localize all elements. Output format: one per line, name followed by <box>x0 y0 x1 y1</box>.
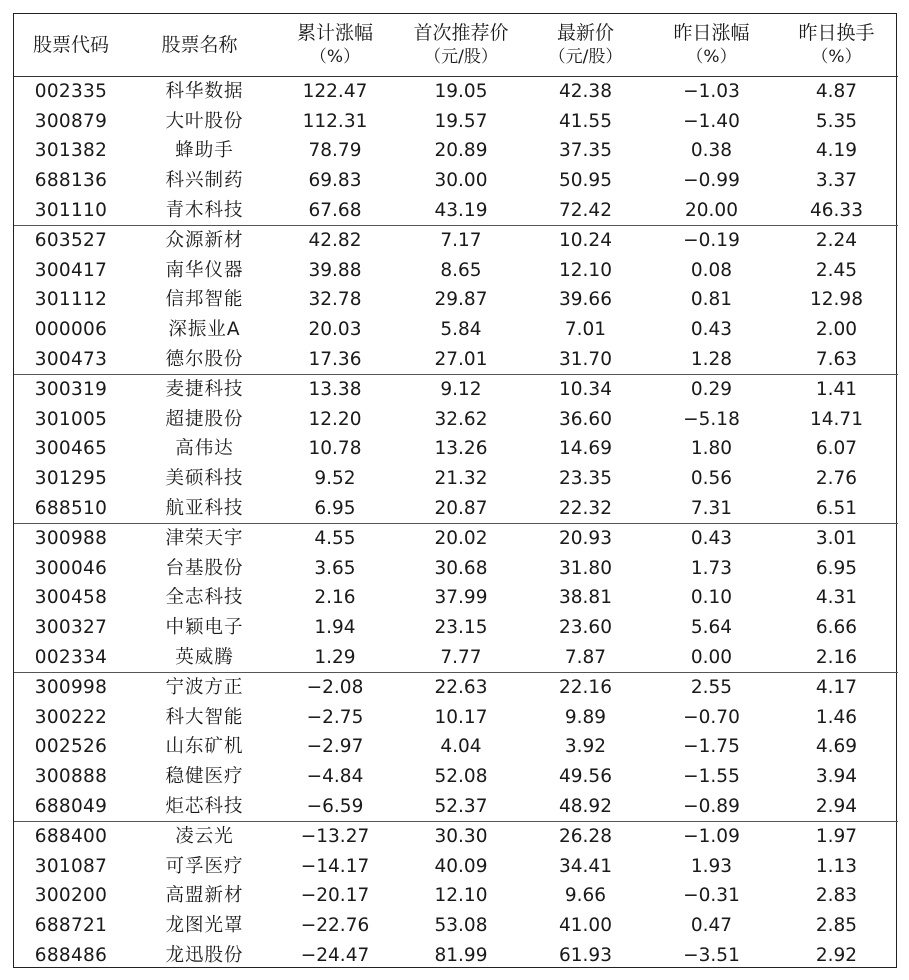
cell-yesterday-gain: 0.29 <box>690 379 733 401</box>
cell-code: 300319 <box>34 379 108 401</box>
cell-turnover: 4.31 <box>815 587 858 609</box>
cell-name: 英威腾 <box>128 642 271 672</box>
cell-first-price: 10.17 <box>434 706 488 728</box>
cell-code: 300988 <box>34 528 108 550</box>
cell-turnover: 1.97 <box>815 826 858 848</box>
cell-yesterday-gain: 0.56 <box>690 468 733 490</box>
cell-yesterday-gain: −1.09 <box>683 826 740 848</box>
cell-turnover: 2.00 <box>815 319 858 341</box>
table-row <box>14 523 898 553</box>
cell-code: 301112 <box>34 289 108 311</box>
cell-cumulative-gain: 2.16 <box>314 587 356 609</box>
cell-name: 蜂助手 <box>175 140 234 162</box>
cell-name: 南华仪器 <box>165 259 244 281</box>
cell-code: 300998 <box>34 677 108 699</box>
stock-table-frame <box>13 13 897 968</box>
table-row <box>14 464 898 494</box>
table-row <box>14 77 898 107</box>
cell-yesterday-gain: −3.51 <box>683 944 740 966</box>
cell-yesterday-gain: −1.75 <box>683 736 740 758</box>
cell-yesterday-gain: 0.81 <box>690 289 733 311</box>
table-row <box>14 791 898 821</box>
cell-first-price: 37.99 <box>434 587 488 609</box>
cell-cumulative-gain: 32.78 <box>308 289 362 311</box>
cell-first-price: 53.08 <box>434 914 488 936</box>
cell-turnover: 7.63 <box>775 344 898 374</box>
cell-yesterday-gain: −0.19 <box>683 230 740 252</box>
cell-first-price: 40.09 <box>434 855 488 877</box>
cell-name: 航亚科技 <box>128 493 271 523</box>
cell-yesterday-gain: 0.47 <box>690 914 733 936</box>
cell-name: 高伟达 <box>175 438 234 460</box>
cell-yesterday-gain: 1.80 <box>690 438 733 460</box>
cell-first-price: 81.99 <box>434 944 488 966</box>
cell-first-price: 27.01 <box>399 344 523 374</box>
cell-latest-price: 34.41 <box>559 855 612 877</box>
cell-first-price: 32.62 <box>434 408 488 430</box>
cell-yesterday-gain: −1.03 <box>683 81 740 103</box>
cell-yesterday-gain: −0.70 <box>683 706 740 728</box>
table-body <box>14 77 898 970</box>
cell-turnover: 12.98 <box>810 289 863 311</box>
cell-name: 科大智能 <box>165 706 244 728</box>
cell-yesterday-gain: −1.40 <box>683 110 740 132</box>
table-row <box>14 762 898 792</box>
cell-first-price: 4.04 <box>440 736 482 758</box>
cell-name: 高盟新材 <box>165 885 244 907</box>
table-row <box>14 613 898 643</box>
cell-latest-price: 14.69 <box>559 438 612 460</box>
cell-yesterday-gain: 1.93 <box>690 855 733 877</box>
cell-turnover: 4.87 <box>815 81 858 103</box>
cell-name: 宁波方正 <box>165 677 244 699</box>
cell-latest-price: 26.28 <box>559 826 612 848</box>
cell-name: 龙图光罩 <box>165 914 244 936</box>
cell-yesterday-gain: 5.64 <box>690 616 733 638</box>
cell-code: 688510 <box>14 493 128 523</box>
cell-cumulative-gain: 42.82 <box>308 230 362 252</box>
cell-cumulative-gain: −22.76 <box>300 914 370 936</box>
cell-latest-price: 10.24 <box>559 230 612 252</box>
cell-turnover: 2.76 <box>815 468 858 490</box>
cell-first-price: 52.37 <box>399 791 523 821</box>
cell-turnover: 3.37 <box>815 170 858 192</box>
cell-code: 688049 <box>14 791 128 821</box>
cell-name: 炬芯科技 <box>128 791 271 821</box>
cell-first-price: 43.19 <box>399 195 523 225</box>
cell-cumulative-gain: −2.75 <box>306 706 364 728</box>
table-row <box>14 642 898 672</box>
table-row <box>14 940 898 970</box>
cell-turnover: 3.01 <box>815 528 858 550</box>
cell-turnover: 2.92 <box>815 944 858 966</box>
table-row <box>14 315 898 345</box>
cell-cumulative-gain: 67.68 <box>271 195 399 225</box>
cell-name: 青木科技 <box>128 195 271 225</box>
cell-first-price: 5.84 <box>440 319 482 341</box>
cell-code: 688486 <box>34 944 108 966</box>
cell-code: 002526 <box>34 736 108 758</box>
cell-cumulative-gain: 112.31 <box>302 110 368 132</box>
cell-first-price: 7.17 <box>440 230 482 252</box>
cell-turnover: 6.95 <box>815 557 858 579</box>
cell-code: 300200 <box>34 885 108 907</box>
cell-first-price: 7.77 <box>399 642 523 672</box>
cell-name: 科华数据 <box>165 81 244 103</box>
cell-yesterday-gain: −5.18 <box>683 408 740 430</box>
cell-turnover: 2.16 <box>775 642 898 672</box>
cell-code: 000006 <box>34 319 108 341</box>
cell-latest-price: 41.55 <box>559 110 612 132</box>
cell-cumulative-gain: −2.08 <box>306 677 364 699</box>
cell-latest-price: 49.56 <box>559 765 612 787</box>
cell-name: 美硕科技 <box>165 468 244 490</box>
cell-yesterday-gain: 0.43 <box>690 319 733 341</box>
cell-latest-price: 41.00 <box>559 914 612 936</box>
cell-name: 津荣天宇 <box>165 528 244 550</box>
cell-first-price: 20.02 <box>434 528 488 550</box>
cell-latest-price: 31.70 <box>523 344 648 374</box>
header-first-recommend-price: 首次推荐价 （元/股） <box>399 14 523 77</box>
cell-first-price: 23.15 <box>434 616 488 638</box>
table-row <box>14 166 898 196</box>
table-row <box>14 881 898 911</box>
cell-code: 300888 <box>34 765 108 787</box>
cell-latest-price: 23.60 <box>559 616 612 638</box>
cell-cumulative-gain: 1.94 <box>314 616 356 638</box>
cell-first-price: 13.26 <box>434 438 488 460</box>
cell-name: 信邦智能 <box>165 289 244 311</box>
cell-latest-price: 12.10 <box>559 259 612 281</box>
cell-name: 众源新材 <box>165 230 244 252</box>
cell-latest-price: 50.95 <box>559 170 612 192</box>
cell-cumulative-gain: 4.55 <box>314 528 356 550</box>
cell-name: 龙迅股份 <box>165 944 244 966</box>
cell-latest-price: 42.38 <box>559 81 612 103</box>
cell-latest-price: 9.89 <box>564 706 607 728</box>
cell-turnover: 1.46 <box>815 706 858 728</box>
cell-code: 688400 <box>34 826 108 848</box>
cell-latest-price: 9.66 <box>564 885 607 907</box>
cell-code: 300879 <box>34 110 108 132</box>
cell-turnover: 5.35 <box>815 110 858 132</box>
cell-first-price: 29.87 <box>434 289 488 311</box>
cell-cumulative-gain: −6.59 <box>271 791 399 821</box>
cell-code: 301382 <box>34 140 108 162</box>
cell-turnover: 2.85 <box>815 914 858 936</box>
cell-turnover: 1.41 <box>815 379 858 401</box>
cell-first-price: 8.65 <box>440 259 482 281</box>
cell-turnover: 14.71 <box>810 408 863 430</box>
cell-code: 300458 <box>34 587 108 609</box>
header-latest-price: 最新价 （元/股） <box>523 14 648 77</box>
cell-name: 山东矿机 <box>165 736 244 758</box>
cell-cumulative-gain: −14.17 <box>300 855 370 877</box>
cell-code: 301295 <box>34 468 108 490</box>
cell-turnover: 2.24 <box>815 230 858 252</box>
cell-first-price: 52.08 <box>434 765 488 787</box>
cell-cumulative-gain: 20.03 <box>308 319 362 341</box>
cell-first-price: 30.68 <box>434 557 488 579</box>
cell-cumulative-gain: 69.83 <box>308 170 362 192</box>
table-row <box>14 672 898 702</box>
cell-yesterday-gain: 7.31 <box>648 493 775 523</box>
cell-cumulative-gain: 122.47 <box>302 81 368 103</box>
cell-latest-price: 72.42 <box>523 195 648 225</box>
cell-latest-price: 61.93 <box>559 944 612 966</box>
table-row <box>14 225 898 255</box>
cell-first-price: 30.30 <box>434 826 488 848</box>
header-yesterday-turnover: 昨日换手 （%） <box>775 14 898 77</box>
cell-yesterday-gain: 0.43 <box>690 528 733 550</box>
cell-cumulative-gain: −24.47 <box>300 944 370 966</box>
cell-cumulative-gain: −13.27 <box>300 826 370 848</box>
cell-latest-price: 7.87 <box>523 642 648 672</box>
header-cumulative-gain: 累计涨幅 （%） <box>271 14 399 77</box>
cell-first-price: 20.87 <box>399 493 523 523</box>
table-row <box>14 732 898 762</box>
cell-name: 凌云光 <box>175 826 234 848</box>
cell-turnover: 4.69 <box>815 736 858 758</box>
cell-yesterday-gain: 1.28 <box>648 344 775 374</box>
cell-first-price: 12.10 <box>434 885 488 907</box>
cell-turnover: 2.83 <box>815 885 858 907</box>
cell-turnover: 1.13 <box>815 855 858 877</box>
cell-name: 中颖电子 <box>165 616 244 638</box>
cell-yesterday-gain: −0.89 <box>648 791 775 821</box>
cell-latest-price: 7.01 <box>564 319 607 341</box>
cell-yesterday-gain: 1.73 <box>690 557 733 579</box>
table-row <box>14 821 898 851</box>
cell-first-price: 30.00 <box>434 170 488 192</box>
cell-code: 300327 <box>34 616 108 638</box>
cell-code: 300473 <box>14 344 128 374</box>
cell-code: 002334 <box>14 642 128 672</box>
cell-cumulative-gain: 13.38 <box>308 379 362 401</box>
cell-code: 300417 <box>34 259 108 281</box>
cell-name: 大叶股份 <box>165 110 244 132</box>
cell-code: 301087 <box>34 855 108 877</box>
stock-table <box>14 14 898 970</box>
cell-yesterday-gain: 2.55 <box>690 677 733 699</box>
table-row <box>14 256 898 286</box>
cell-turnover: 46.33 <box>775 195 898 225</box>
cell-turnover: 2.45 <box>815 259 858 281</box>
cell-first-price: 19.05 <box>434 81 488 103</box>
cell-cumulative-gain: −4.84 <box>306 765 364 787</box>
cell-turnover: 6.51 <box>775 493 898 523</box>
cell-code: 603527 <box>34 230 108 252</box>
cell-name: 全志科技 <box>165 587 244 609</box>
table-row <box>14 851 898 881</box>
cell-cumulative-gain: 6.95 <box>271 493 399 523</box>
table-row <box>14 344 898 374</box>
cell-yesterday-gain: 0.10 <box>690 587 733 609</box>
table-row <box>14 702 898 732</box>
cell-cumulative-gain: 78.79 <box>308 140 362 162</box>
table-row <box>14 195 898 225</box>
cell-yesterday-gain: −0.99 <box>683 170 740 192</box>
cell-code: 300046 <box>34 557 108 579</box>
cell-turnover: 2.94 <box>775 791 898 821</box>
cell-name: 超捷股份 <box>165 408 244 430</box>
table-row <box>14 405 898 435</box>
cell-latest-price: 23.35 <box>559 468 612 490</box>
cell-latest-price: 22.16 <box>559 677 612 699</box>
cell-first-price: 22.63 <box>434 677 488 699</box>
cell-latest-price: 3.92 <box>564 736 607 758</box>
cell-code: 688136 <box>34 170 108 192</box>
header-stock-name: 股票名称 <box>128 14 271 77</box>
cell-turnover: 4.19 <box>815 140 858 162</box>
cell-code: 688721 <box>34 914 108 936</box>
cell-first-price: 20.89 <box>434 140 488 162</box>
cell-code: 301005 <box>34 408 108 430</box>
cell-code: 300465 <box>34 438 108 460</box>
cell-latest-price: 39.66 <box>559 289 612 311</box>
table-row <box>14 434 898 464</box>
header-yesterday-gain: 昨日涨幅 （%） <box>648 14 775 77</box>
table-row <box>14 554 898 584</box>
cell-yesterday-gain: 0.00 <box>648 642 775 672</box>
table-row <box>14 136 898 166</box>
cell-cumulative-gain: 12.20 <box>308 408 362 430</box>
cell-turnover: 6.07 <box>815 438 858 460</box>
cell-first-price: 9.12 <box>440 379 482 401</box>
table-row <box>14 285 898 315</box>
cell-cumulative-gain: −2.97 <box>306 736 364 758</box>
cell-cumulative-gain: −20.17 <box>300 885 370 907</box>
cell-name: 科兴制药 <box>165 170 244 192</box>
cell-latest-price: 10.34 <box>559 379 612 401</box>
cell-code: 300222 <box>34 706 108 728</box>
cell-latest-price: 22.32 <box>523 493 648 523</box>
cell-cumulative-gain: 1.29 <box>271 642 399 672</box>
cell-turnover: 3.94 <box>815 765 858 787</box>
table-row <box>14 583 898 613</box>
cell-name: 台基股份 <box>165 557 244 579</box>
cell-cumulative-gain: 10.78 <box>308 438 362 460</box>
cell-name: 德尔股份 <box>128 344 271 374</box>
cell-latest-price: 20.93 <box>559 528 612 550</box>
cell-cumulative-gain: 9.52 <box>314 468 356 490</box>
cell-cumulative-gain: 39.88 <box>308 259 362 281</box>
cell-name: 深振业A <box>168 319 241 341</box>
cell-name: 麦捷科技 <box>165 379 244 401</box>
cell-turnover: 6.66 <box>815 616 858 638</box>
cell-code: 002335 <box>34 81 108 103</box>
table-row <box>14 374 898 404</box>
table-row <box>14 107 898 137</box>
cell-cumulative-gain: 3.65 <box>314 557 356 579</box>
cell-turnover: 4.17 <box>815 677 858 699</box>
cell-code: 301110 <box>14 195 128 225</box>
cell-cumulative-gain: 17.36 <box>271 344 399 374</box>
cell-yesterday-gain: −0.31 <box>683 885 740 907</box>
header-row <box>14 14 898 77</box>
cell-latest-price: 37.35 <box>559 140 612 162</box>
cell-latest-price: 36.60 <box>559 408 612 430</box>
cell-first-price: 19.57 <box>434 110 488 132</box>
table-row <box>14 911 898 941</box>
cell-latest-price: 38.81 <box>559 587 612 609</box>
cell-name: 稳健医疗 <box>165 765 244 787</box>
cell-latest-price: 31.80 <box>559 557 612 579</box>
table-row <box>14 493 898 523</box>
cell-yesterday-gain: 0.38 <box>690 140 733 162</box>
header-stock-code: 股票代码 <box>14 14 128 77</box>
cell-yesterday-gain: −1.55 <box>683 765 740 787</box>
cell-first-price: 21.32 <box>434 468 488 490</box>
cell-name: 可孚医疗 <box>165 855 244 877</box>
cell-latest-price: 48.92 <box>523 791 648 821</box>
cell-yesterday-gain: 0.08 <box>690 259 733 281</box>
cell-yesterday-gain: 20.00 <box>648 195 775 225</box>
